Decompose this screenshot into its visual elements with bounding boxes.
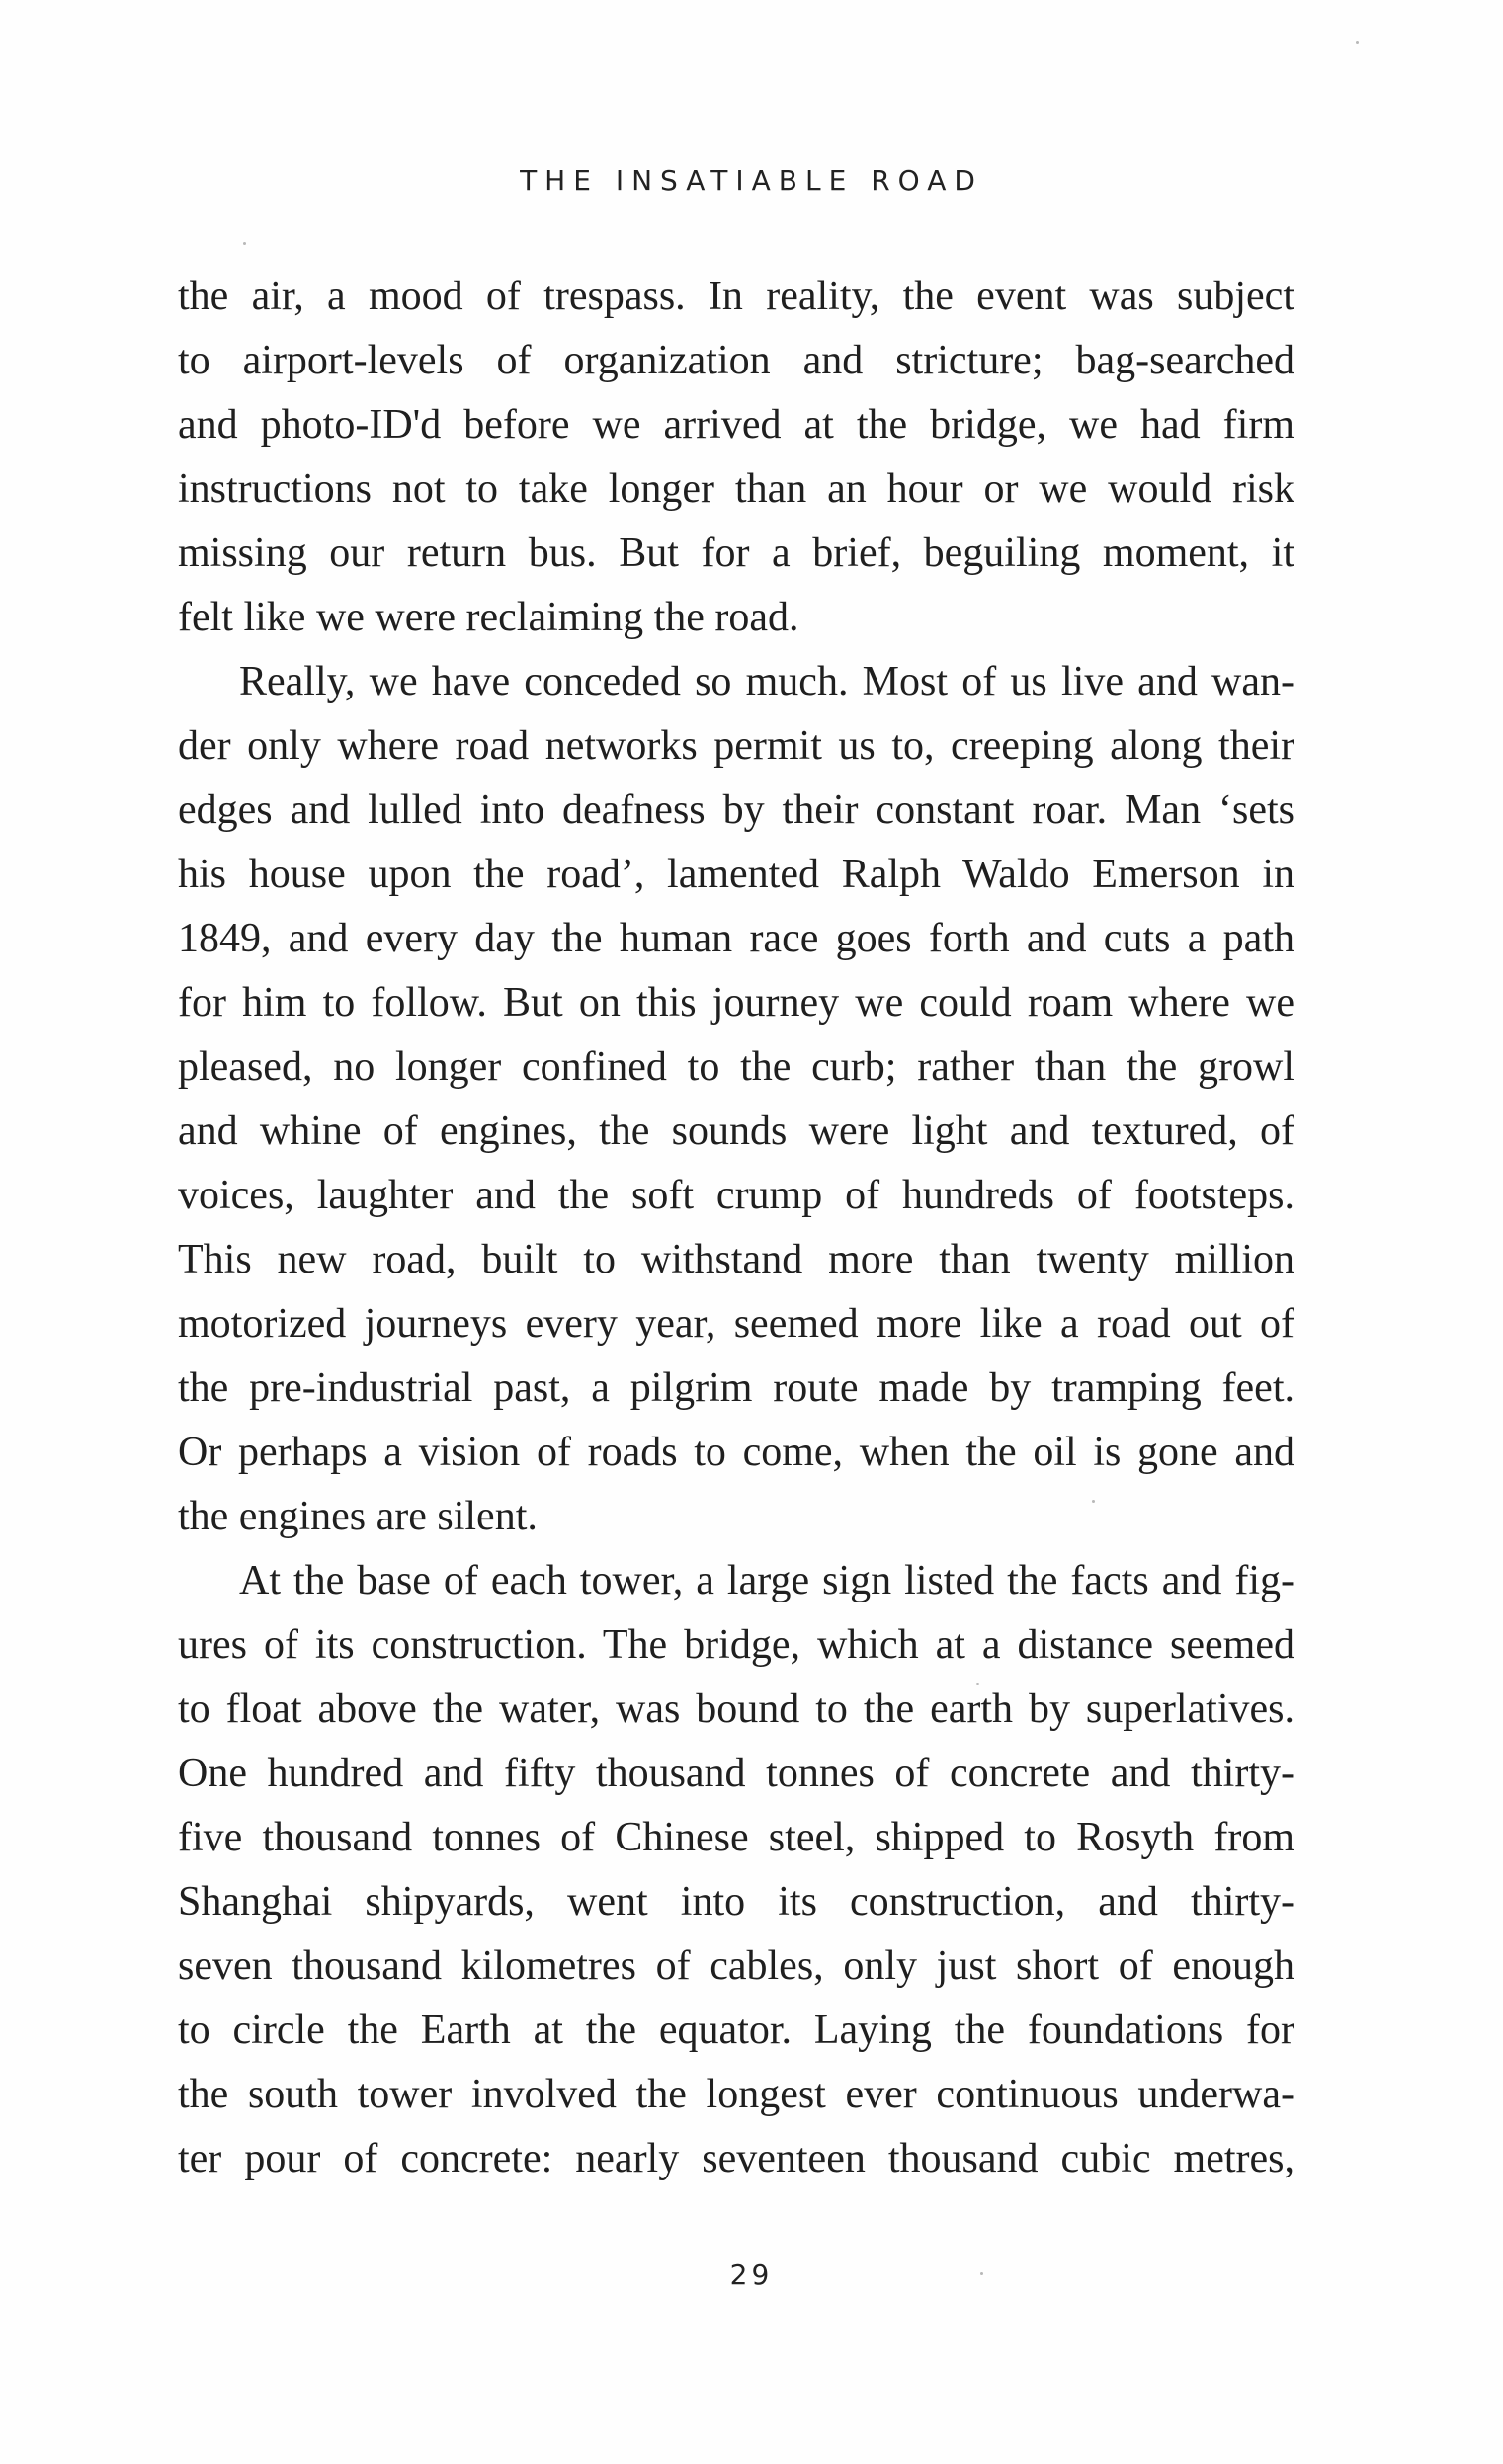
text-line: This new road, built to withstand more than twenty million: [178, 1237, 1294, 1282]
text-line: Really, we have conceded so much. Most of us live and wan-: [239, 659, 1294, 704]
text-line: motorized journeys every year, seemed more like a road out of: [178, 1301, 1294, 1347]
text-line: felt like we were reclaiming the road.: [178, 595, 799, 640]
paper-speck: [1356, 41, 1359, 44]
text-line: Shanghai shipyards, went into its construction, and thirty-: [178, 1879, 1294, 1925]
text-line: the air, a mood of trespass. In reality, the event was subject: [178, 274, 1294, 319]
running-head: THE INSATIABLE ROAD: [520, 164, 983, 197]
text-line: pleased, no longer confined to the curb; rather than the growl: [178, 1044, 1294, 1090]
text-line: to float above the water, was bound to the earth by superlatives.: [178, 1686, 1294, 1732]
text-line: the engines are silent.: [178, 1494, 538, 1539]
text-line: At the base of each tower, a large sign listed the facts and fig-: [239, 1558, 1294, 1603]
text-line: 1849, and every day the human race goes forth and cuts a path: [178, 916, 1294, 961]
paper-speck: [1092, 1500, 1095, 1503]
text-line: the south tower involved the longest ever continuous underwa-: [178, 2072, 1294, 2117]
text-line: One hundred and fifty thousand tonnes of concrete and thirty-: [178, 1751, 1294, 1796]
body-text: [178, 265, 1294, 2191]
text-line: to circle the Earth at the equator. Laying the foundations for: [178, 2008, 1294, 2053]
text-line: five thousand tonnes of Chinese steel, shipped to Rosyth from: [178, 1815, 1294, 1860]
text-line: ures of its construction. The bridge, which at a distance seemed: [178, 1622, 1294, 1668]
text-line: the pre-industrial past, a pilgrim route made by tramping feet.: [178, 1365, 1294, 1411]
text-line: to airport-levels of organization and stricture; bag-searched: [178, 338, 1294, 383]
paper-speck: [243, 242, 246, 245]
text-line: seven thousand kilometres of cables, only just short of enough: [178, 1943, 1294, 1989]
text-line: der only where road networks permit us to, creeping along their: [178, 723, 1294, 769]
paper-speck: [976, 1683, 979, 1685]
text-line: voices, laughter and the soft crump of hundreds of footsteps.: [178, 1173, 1294, 1218]
text-line: instructions not to take longer than an hour or we would risk: [178, 466, 1294, 512]
text-line: ter pour of concrete: nearly seventeen thousand cubic metres,: [178, 2136, 1294, 2181]
text-line: Or perhaps a vision of roads to come, when the oil is gone and: [178, 1430, 1294, 1475]
text-line: and whine of engines, the sounds were light and textured, of: [178, 1109, 1294, 1154]
text-line: missing our return bus. But for a brief, beguiling moment, it: [178, 531, 1294, 576]
text-line: his house upon the road’, lamented Ralph Waldo Emerson in: [178, 852, 1294, 897]
text-line: for him to follow. But on this journey we could roam where we: [178, 980, 1294, 1026]
text-line: edges and lulled into deafness by their constant roar. Man ‘sets: [178, 787, 1294, 833]
paper-speck: [980, 2272, 983, 2275]
page-number: 29: [729, 2259, 774, 2291]
text-line: and photo-ID'd before we arrived at the bridge, we had firm: [178, 402, 1294, 448]
